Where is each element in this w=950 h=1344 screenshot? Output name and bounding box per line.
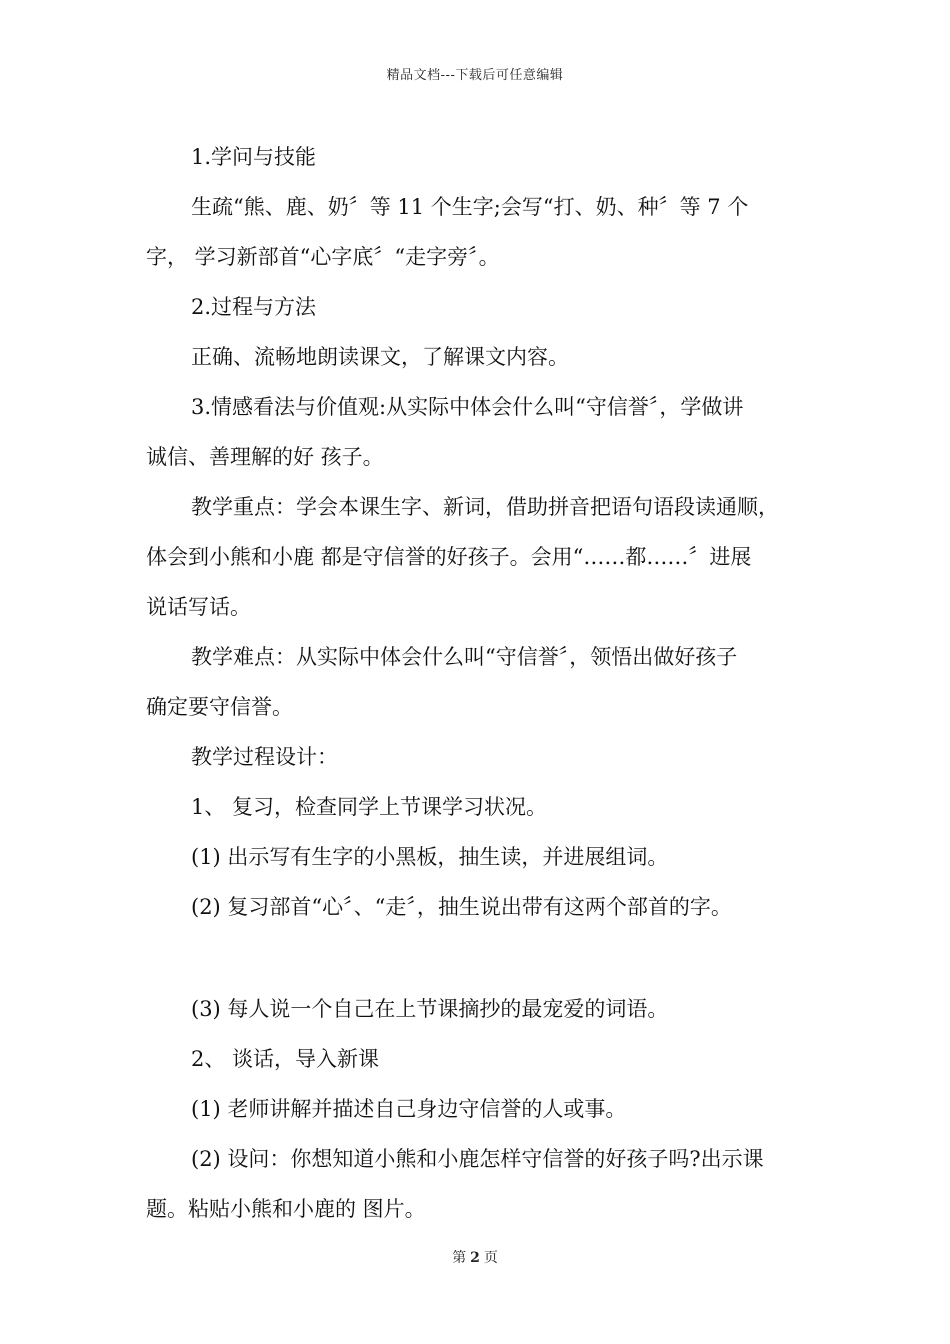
teaching-process-heading: 教学过程设计：	[191, 745, 338, 769]
teaching-difficulties: 教学难点：从实际中体会什么叫“守信誉〞，领悟出做好孩子	[191, 645, 738, 669]
list-item: (3) 每人说一个自己在上节课摘抄的最宠爱的词语。	[191, 997, 669, 1021]
paragraph-line: 诚信、善理解的好 孩子。	[146, 445, 384, 469]
section-heading-process-method: 2.过程与方法	[191, 295, 317, 319]
page-number-suffix: 页	[483, 1250, 498, 1266]
blank-gap	[146, 932, 816, 984]
page-number: 2	[470, 1250, 480, 1266]
list-item: (2) 复习部首“心〞、“走〞，抽生说出带有这两个部首的字。	[191, 895, 732, 919]
section-heading-emotion-values: 3.情感看法与价值观:从实际中体会什么叫“守信誉〞，学做讲	[191, 395, 744, 419]
document-body	[146, 132, 816, 1234]
paragraph-line: 字， 学习新部首“心字底〞“走字旁〞。	[146, 245, 500, 269]
section-heading-knowledge-skills: 1.学问与技能	[191, 145, 317, 169]
paragraph-line: 说话写话。	[146, 595, 251, 619]
list-item: (1) 老师讲解并描述自己身边守信誉的人或事。	[191, 1097, 627, 1121]
step-review: 1、 复习，检查同学上节课学习状况。	[191, 795, 548, 819]
paragraph-line: 体会到小熊和小鹿 都是守信誉的好孩子。会用“……都……〞进展	[146, 545, 752, 569]
paragraph-line: 生疏“熊、鹿、奶〞等 11 个生字;会写“打、奶、种〞等 7 个	[191, 195, 749, 219]
paragraph-line: 题。粘贴小熊和小鹿的 图片。	[146, 1197, 426, 1221]
paragraph-line: 确定要守信誉。	[146, 695, 293, 719]
paragraph-line: 正确、流畅地朗读课文，了解课文内容。	[191, 345, 569, 369]
teaching-key-points: 教学重点：学会本课生字、新词，借助拼音把语句语段读通顺，	[191, 495, 779, 519]
step-introduction: 2、 谈话，导入新课	[191, 1047, 380, 1071]
page-footer	[0, 1247, 950, 1267]
page-header: 精品文档---下载后可任意编辑	[386, 68, 564, 83]
page-number-prefix: 第	[452, 1250, 467, 1266]
list-item: (2) 设问：你想知道小熊和小鹿怎样守信誉的好孩子吗?出示课	[191, 1147, 764, 1171]
list-item: (1) 出示写有生字的小黑板，抽生读，并进展组词。	[191, 845, 669, 869]
